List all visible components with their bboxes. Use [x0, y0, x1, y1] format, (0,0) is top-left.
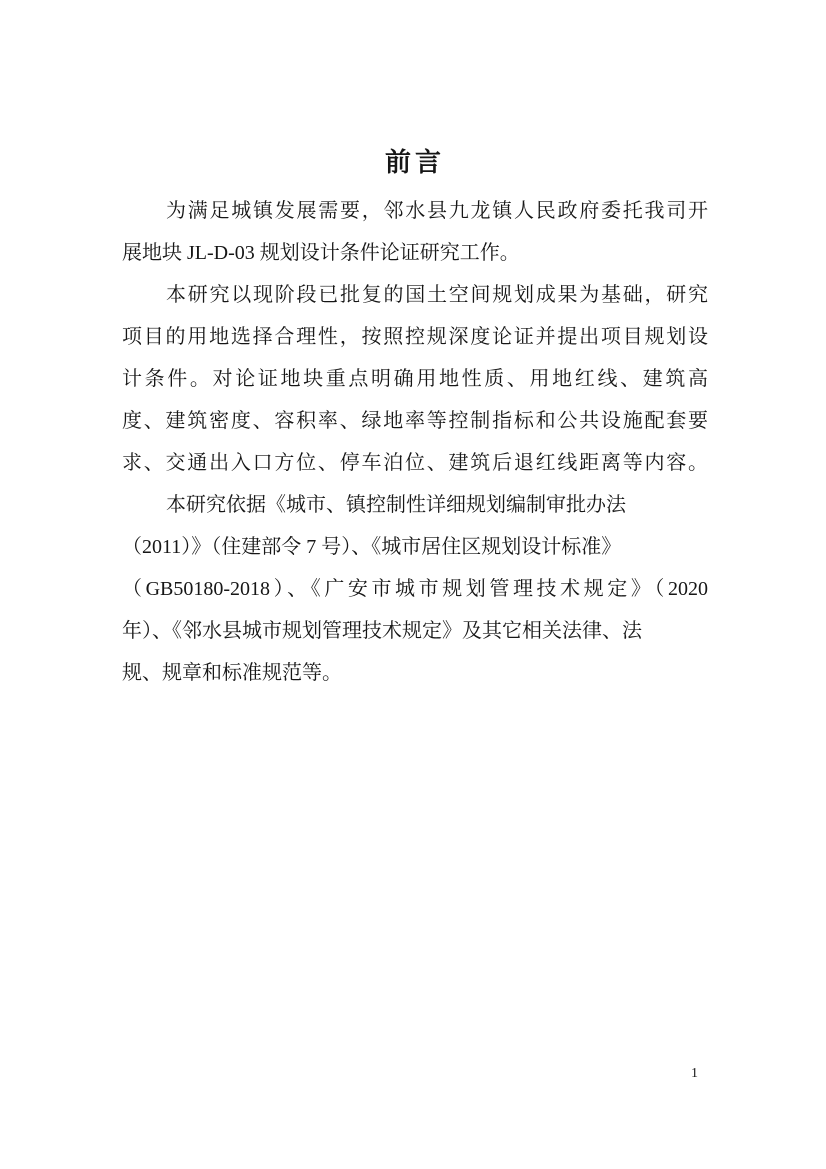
text-line: 年）、《邻水县城市规划管理技术规定》及其它相关法律、法: [122, 620, 642, 642]
text-line: 本研究依据《城市、镇控制性详细规划编制审批办法: [166, 494, 626, 516]
page-title: 前言: [384, 148, 445, 177]
text-line: 规、规章和标准规范等。: [122, 662, 342, 684]
text-line: 本研究以现阶段已批复的国土空间规划成果为基础，研究: [166, 284, 708, 306]
text-line: 计条件。对论证地块重点明确用地性质、用地红线、建筑高: [122, 368, 708, 390]
text-line: 展地块 JL-D-03 规划设计条件论证研究工作。: [122, 242, 520, 264]
text-line: 项目的用地选择合理性，按照控规深度论证并提出项目规划设: [122, 326, 708, 348]
text-line: 为满足城镇发展需要，邻水县九龙镇人民政府委托我司开: [166, 200, 708, 222]
page-number: 1: [691, 1066, 698, 1081]
text-line: （2011）》（住建部令 7 号）、《城市居住区规划设计标准》: [122, 536, 622, 558]
text-line: 求、交通出入口方位、停车泊位、建筑后退红线距离等内容。: [122, 452, 708, 474]
text-line: （GB50180-2018）、《广安市城市规划管理技术规定》（2020: [122, 578, 708, 600]
document-body: [122, 190, 708, 694]
text-line: 度、建筑密度、容积率、绿地率等控制指标和公共设施配套要: [122, 410, 708, 432]
